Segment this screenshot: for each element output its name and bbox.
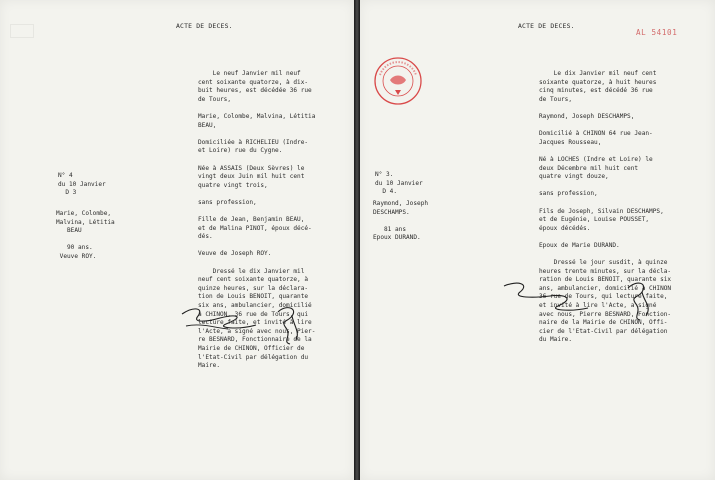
right-page xyxy=(360,0,715,480)
reference-number: AL 54101 xyxy=(636,28,678,37)
faint-mark xyxy=(10,24,34,38)
official-seal-icon xyxy=(372,55,424,107)
right-margin-entry: N° 3. du 10 Janvier D 4. xyxy=(375,171,423,196)
right-signature-officer xyxy=(500,274,596,322)
right-page-header: ACTE DE DECES. xyxy=(518,22,575,30)
left-margin-entry: N° 4 du 10 Janvier D 3 xyxy=(58,172,106,197)
left-page xyxy=(0,0,354,480)
left-signature-declarant xyxy=(270,302,312,346)
right-margin-name: Raymond, Joseph DESCHAMPS. 81 ans Epoux DURAND. xyxy=(373,200,429,242)
left-page-header: ACTE DE DECES. xyxy=(176,22,233,30)
right-page-body: Le dix Janvier mil neuf cent soixante quatorze, à huit heures cinq minutes, est décédé 36 rue de Tours, Raymond, Joseph DESCHAMPS, Domicilié à CHINON 64 rue Jean- Jacques Rousseau, Né à LOCHES (Indre et Loire) le deux Décembre mil huit cent quatre vingt douze, sans profession, Fils de Joseph, Silvain DESCHAMPS, et de Eugénie, Louise POUSSET, époux décédés. Epoux de Marie DURAND. Dressé le jour susdit, à quinze heures trente minutes, sur la décla- ration de Louis BENOIT, quarante six ans, ambulancier, domicilié à CHINON 36 rue de Tours, qui lecture faite, et invité à lire l'Acte, a signé avec nous, Pierre BESNARD, Fonction- naire de la Mairie de CHINON, Offi- cier de l'Etat-Civil par délégation du Maire. xyxy=(539,70,672,344)
left-margin-name: Marie, Colombe, Malvina, Létitia BEAU 90 ans. Veuve ROY. xyxy=(56,210,115,260)
right-signature-declarant xyxy=(618,276,664,324)
left-page-body: Le neuf Janvier mil neuf cent soixante quatorze, à dix- buit heures, est décédée 36 rue de Tours, Marie, Colombe, Malvina, Létitia BEAU, Domiciliée à RICHELIEU (Indre- et Loire) rue du Cygne. Née à ASSAIS (Deux Sèvres) le vingt deux Juin mil huit cent quatre vingt trois, sans profession, Fille de Jean, Benjamin BEAU, et de Malina PINOT, époux décé- dés. Veuve de Joseph ROY. Dressé le dix Janvier mil neuf cent soixante quatorze, à quinze heures, sur la déclara- tion de Louis BENOIT, quarante six ans, ambulancier, domicilié à CHINON, 36 rue de Tours, qui lecture faite, et invité à lire l'Acte, a signé avec nous, Pier- re BESNARD, Fonctionnaire de la Mairie de CHINON, Officier de l'Etat-Civil par délégation du Maire. xyxy=(198,70,316,370)
